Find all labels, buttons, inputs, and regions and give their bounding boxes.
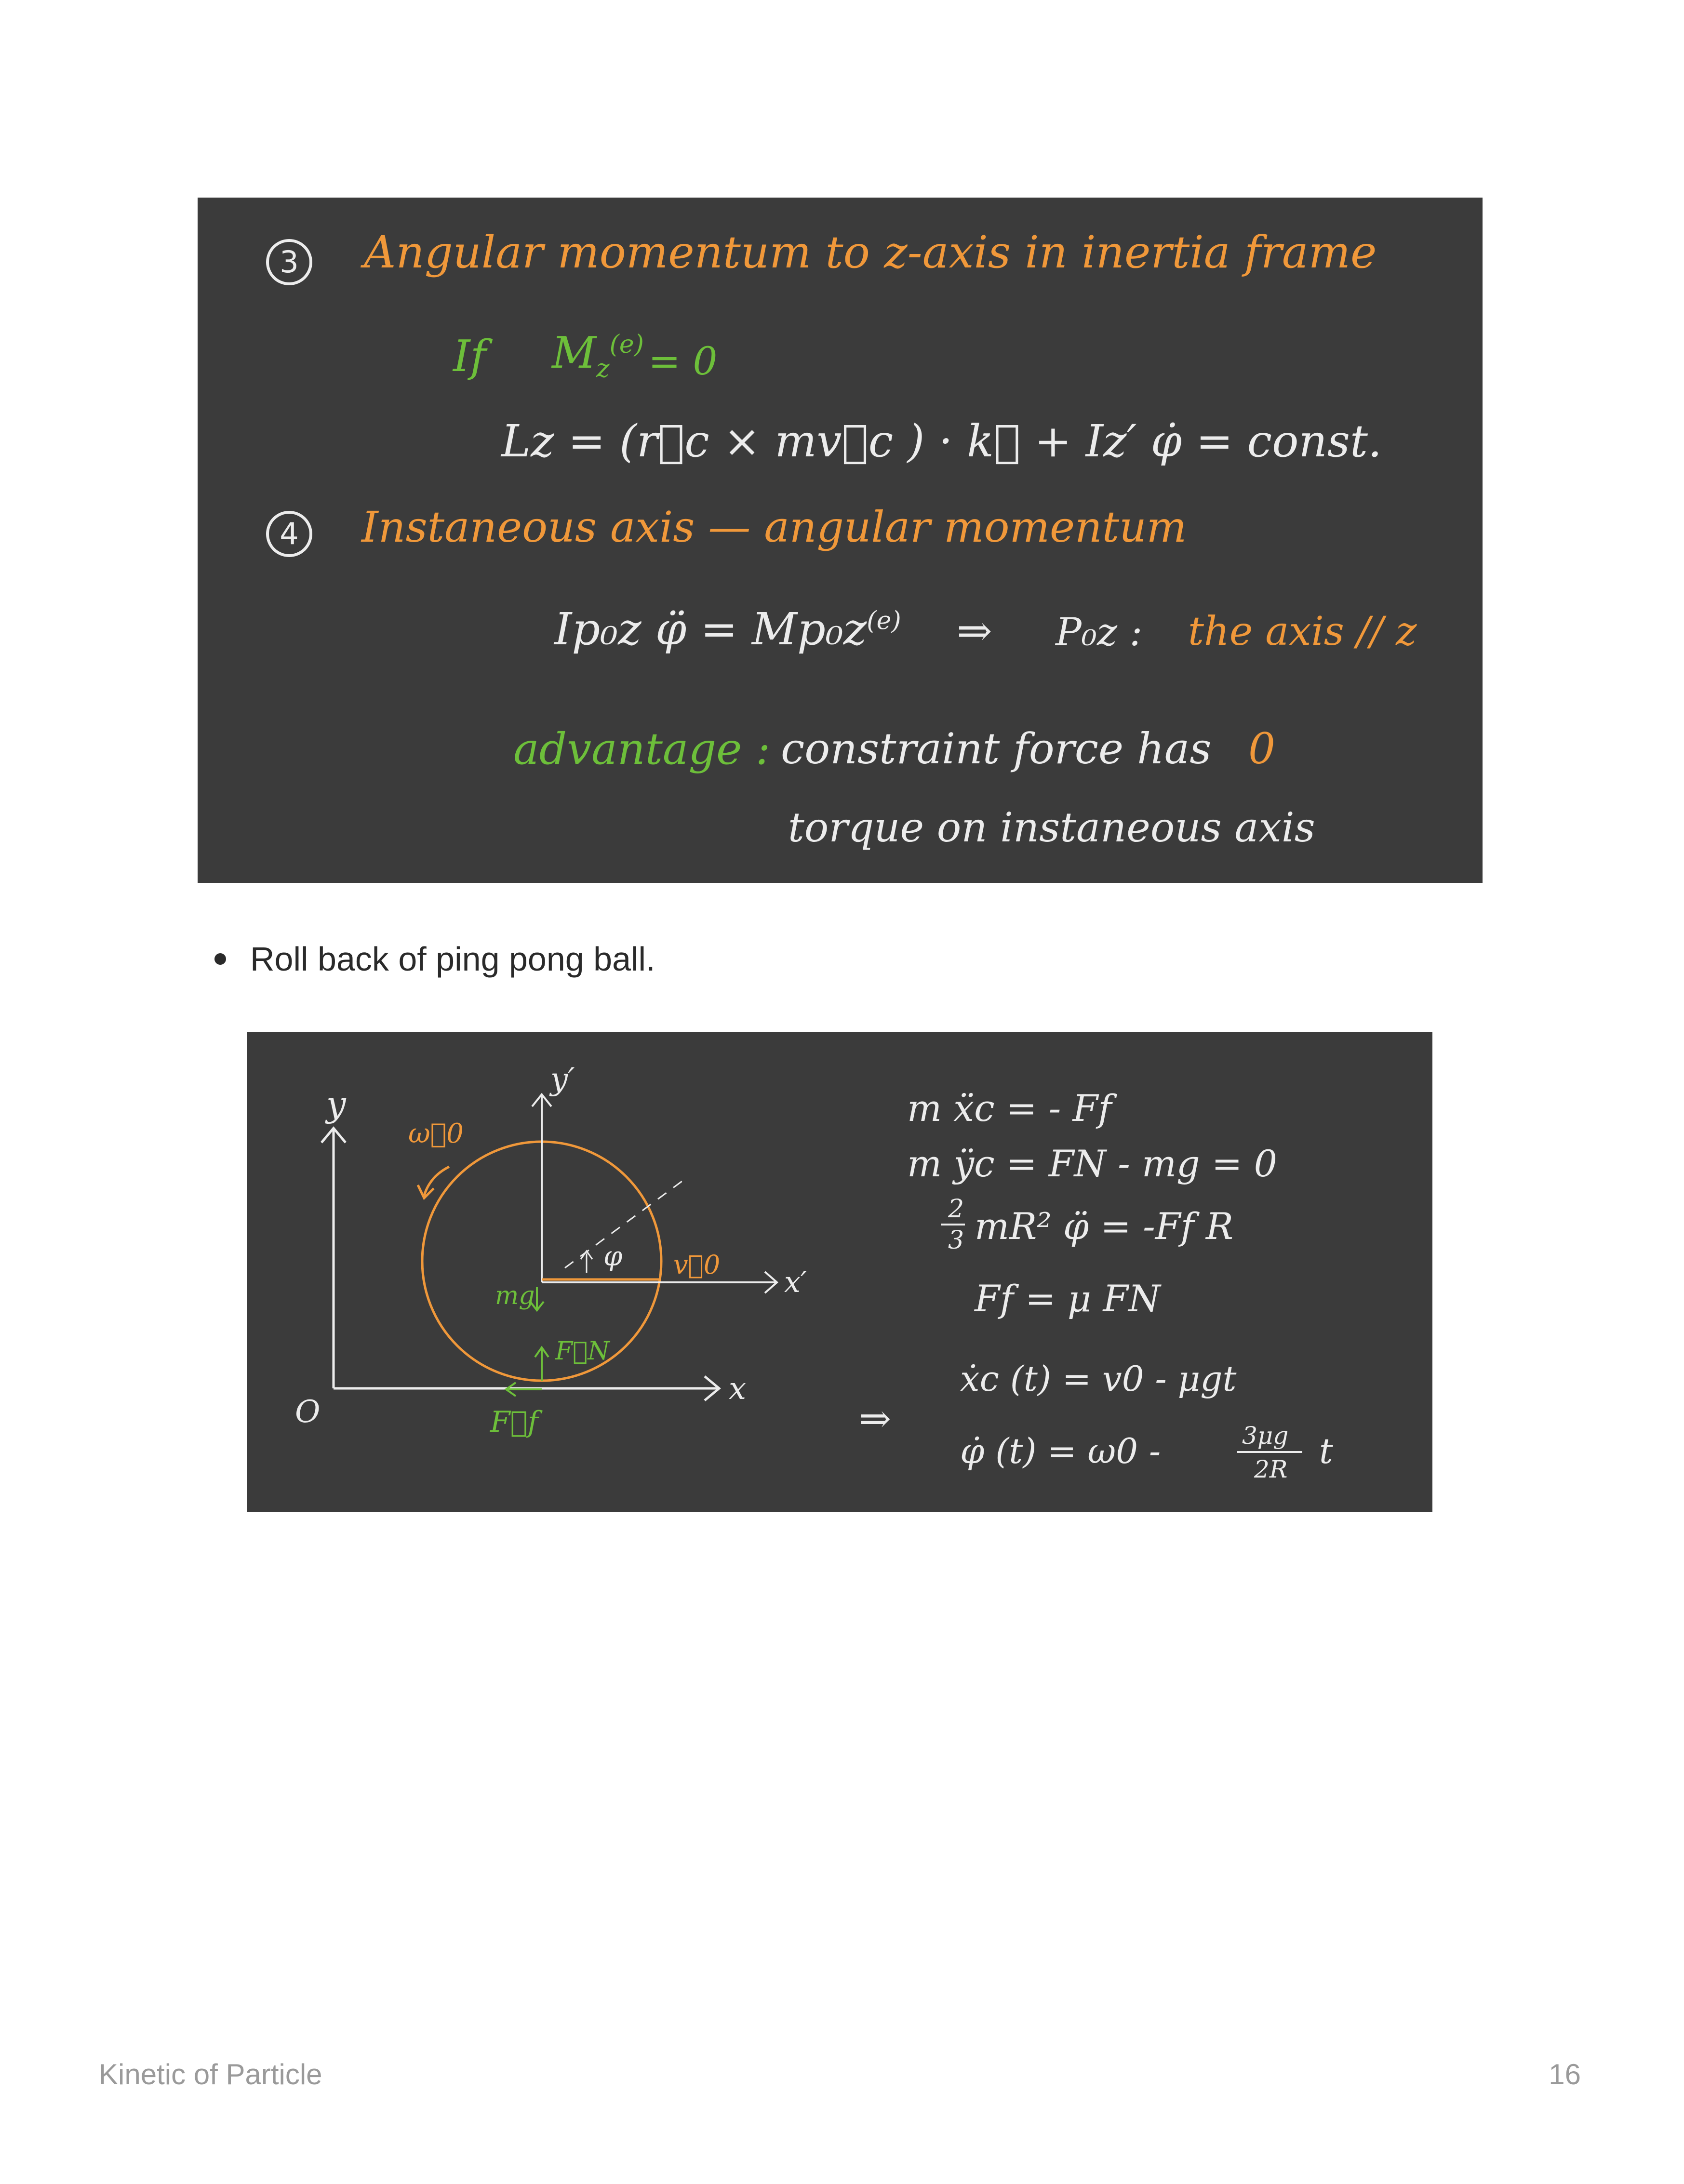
label-origin: O	[295, 1394, 321, 1430]
notes-board-ping-pong	[247, 1032, 1432, 1512]
label-y-prime: y′	[550, 1062, 575, 1097]
item-3-number: 3	[266, 239, 312, 285]
solution-2-t: t	[1319, 1431, 1333, 1471]
label-x: x	[729, 1371, 747, 1407]
rotation-dashed-line	[565, 1179, 685, 1268]
bullet-dot	[214, 953, 226, 965]
label-ff: F⃗f	[490, 1405, 538, 1439]
ball-diagram	[247, 1032, 1432, 1512]
condition-moment-sup: (e)	[609, 330, 644, 359]
instant-axis-equation-text: Ip₀z φ̈ = Mp₀z	[554, 603, 867, 655]
label-phi: φ	[603, 1241, 623, 1272]
implies-arrow: ⇒	[859, 1396, 892, 1441]
lz-equation: Lz = (r⃗c × mv⃗c ) · k⃗ + Iz′ φ̇ = const.	[501, 415, 1382, 467]
item-4-title: Instaneous axis — angular momentum	[361, 502, 1187, 552]
condition-rhs: = 0	[648, 339, 718, 384]
equation-2: m ÿc = FN - mg = 0	[907, 1142, 1278, 1185]
equation-1: m ẍc = - Ff	[907, 1087, 1112, 1130]
advantage-line-2: torque on instaneous axis	[788, 804, 1315, 851]
item-3-title: Angular momentum to z-axis in inertia frame	[364, 226, 1377, 278]
advantage-zero: 0	[1248, 724, 1275, 773]
p0z-label: P₀z :	[1056, 610, 1143, 654]
solution-2-frac-num: 3μg	[1242, 1422, 1289, 1450]
label-mg: mg	[495, 1281, 535, 1310]
equation-3: mR² φ̈ = -Ff R	[975, 1205, 1234, 1248]
page-number: 16	[1549, 2058, 1581, 2091]
label-y: y	[326, 1084, 346, 1124]
advantage-label: advantage :	[513, 724, 771, 774]
instant-axis-equation	[554, 603, 901, 655]
item-4-number: 4	[266, 511, 312, 557]
label-x-prime: x′	[784, 1265, 807, 1299]
condition-moment	[552, 328, 644, 383]
solution-1: ẋc (t) = v0 - μgt	[960, 1358, 1237, 1399]
equation-3-frac-den: 3	[948, 1226, 964, 1255]
condition-if: If	[453, 331, 486, 382]
bullet-item	[214, 940, 655, 978]
label-fn: F⃗N	[555, 1337, 610, 1366]
condition-moment-sub: z	[596, 354, 610, 383]
advantage-line-1: constraint force has	[781, 724, 1212, 773]
notes-board-angular-momentum	[198, 198, 1483, 883]
implies-arrow: ⇒	[957, 606, 992, 655]
solution-2-frac-den: 2R	[1254, 1455, 1288, 1483]
condition-moment-symbol: M	[552, 328, 597, 378]
solution-2: φ̇ (t) = ω0 -	[960, 1431, 1161, 1471]
equation-4: Ff = μ FN	[975, 1277, 1161, 1320]
axis-note: the axis // z	[1188, 609, 1417, 654]
footer-title: Kinetic of Particle	[99, 2058, 322, 2091]
instant-axis-equation-sup: (e)	[867, 606, 901, 636]
label-omega0: ω⃗0	[408, 1118, 464, 1149]
equation-3-frac-num: 2	[948, 1195, 964, 1224]
bullet-text: Roll back of ping pong ball.	[250, 940, 655, 978]
label-v0: v⃗0	[673, 1250, 721, 1280]
